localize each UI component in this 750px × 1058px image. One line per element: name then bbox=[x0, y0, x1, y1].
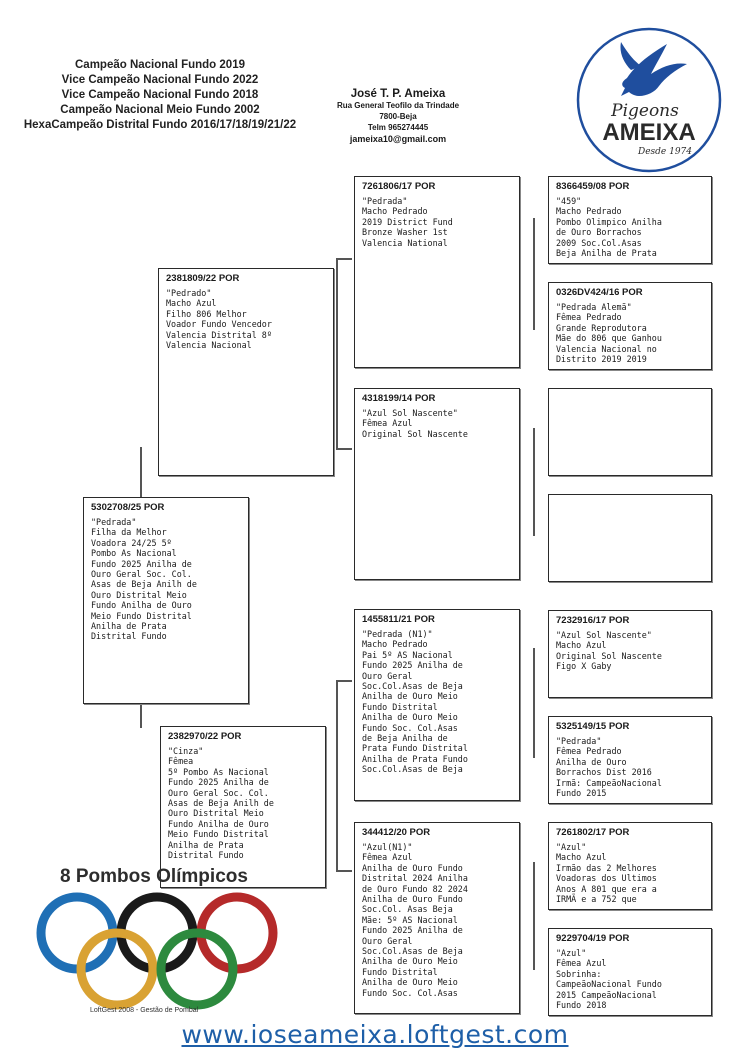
pigeon-card-sire[interactable] bbox=[158, 268, 334, 476]
connector bbox=[533, 218, 535, 330]
achievement-line: HexaCampeão Distrital Fundo 2016/17/18/19/21/22 bbox=[23, 119, 297, 131]
connector bbox=[140, 447, 142, 497]
logo-script: Pigeons bbox=[611, 101, 679, 121]
pigeon-card-sire-sire-sire[interactable] bbox=[548, 176, 712, 264]
ring-number: 5325149/15 POR bbox=[556, 721, 630, 732]
ring-number: 344412/20 POR bbox=[362, 827, 431, 838]
connector bbox=[336, 680, 352, 682]
connector bbox=[336, 258, 352, 260]
achievement-line: Vice Campeão Nacional Fundo 2022 bbox=[61, 74, 259, 86]
pigeon-card-dam-sire-dam[interactable] bbox=[548, 716, 712, 804]
pigeon-card-dam-dam-sire[interactable] bbox=[548, 822, 712, 910]
logo-brand: AMEIXA bbox=[602, 119, 696, 146]
connector bbox=[533, 862, 535, 970]
pigeon-info: "Pedrada" Macho Pedrado 2019 District Fund Bronze Washer 1st Valencia National bbox=[362, 196, 453, 248]
ameixa-logo bbox=[575, 26, 723, 174]
pigeon-card-sire-dam-dam[interactable] bbox=[548, 494, 712, 582]
pigeon-info: "Azul Sol Nascente" Fêmea Azul Original Sol Nascente bbox=[362, 408, 468, 439]
pigeon-info: "Pedrada" Fêmea Pedrado Anilha de Ouro Borrachos Dist 2016 Irmã: CampeãoNacional Fundo 2015 bbox=[556, 736, 662, 799]
connector bbox=[140, 703, 142, 728]
pigeon-card-sire-dam-sire[interactable] bbox=[548, 388, 712, 476]
connector bbox=[336, 870, 352, 872]
owner-address: Rua General Teofilo da Trindade bbox=[336, 101, 460, 110]
pigeon-card-dam-sire[interactable] bbox=[354, 609, 520, 801]
ring-number: 8366459/08 POR bbox=[556, 181, 630, 192]
pigeon-card-dam[interactable] bbox=[160, 726, 326, 888]
pigeon-card-sire-sire[interactable] bbox=[354, 176, 520, 368]
achievement-line: Campeão Nacional Fundo 2019 bbox=[75, 59, 245, 71]
owner-contact bbox=[318, 88, 478, 145]
connector bbox=[533, 648, 535, 758]
pigeon-card-dam-dam[interactable] bbox=[354, 822, 520, 1014]
pigeon-info: "Azul" Macho Azul Irmão das 2 Melhores Voadoras dos Ultimos Anos A 801 que era a IRMÃ e a 752 que bbox=[556, 842, 657, 905]
ring-number: 2381809/22 POR bbox=[166, 273, 240, 284]
owner-phone: Telm 965274445 bbox=[367, 123, 429, 132]
owner-email[interactable]: jameixa10@gmail.com bbox=[349, 134, 447, 144]
pigeon-info: "Pedrada Alemã" Fêmea Pedrado Grande Reprodutora Mãe do 806 que Ganhou Valencia Nacional no Distrito 2019 2019 bbox=[556, 302, 662, 365]
ring-number: 7232916/17 POR bbox=[556, 615, 630, 626]
pigeon-info: "Cinza" Fêmea 5º Pombo As Nacional Fundo 2025 Anilha de Ouro Geral Soc. Col. Asas de Beja Anilh de Ouro Distrital Meio Fundo Anilha de Ouro Meio Fundo Distrital Anilha de Prata Distrital Fundo bbox=[168, 746, 274, 861]
ring-number: 2382970/22 POR bbox=[168, 731, 242, 742]
pigeon-info: "Pedrada" Filha da Melhor Voadora 24/25 5º Pombo As Nacional Fundo 2025 Anilha de Ouro Geral Soc. Col. Asas de Beja Anilh de Ouro Distrital Meio Fundo Anilha de Ouro Meio Fundo Distrital Anilha de Prata Distrital Fundo bbox=[91, 517, 197, 642]
connector bbox=[336, 258, 338, 448]
pigeon-info: "Pedrada (N1)" Macho Pedrado Pai 5º AS Nacional Fundo 2025 Anilha de Ouro Geral Soc.Col.Asas de Beja Anilha de Ouro Meio Fundo Distrital Anilha de Ouro Meio Fundo Soc. Col.Asas de Beja Anilha de Prata Fundo Distrital Anilha de Prata Fundo Soc.Col.Asas de Beja bbox=[362, 629, 468, 775]
ring-number: 0326DV424/16 POR bbox=[556, 287, 643, 298]
achievements-list bbox=[10, 58, 310, 133]
connector bbox=[533, 428, 535, 536]
owner-name: José T. P. Ameixa bbox=[350, 88, 446, 100]
achievement-line: Vice Campeão Nacional Fundo 2018 bbox=[61, 89, 259, 101]
pigeon-info: "459" Macho Pedrado Pombo Olimpico Anilha de Ouro Borrachos 2009 Soc.Col.Asas Beja Anilha de Prata bbox=[556, 196, 662, 259]
ring-number: 1455811/21 POR bbox=[362, 614, 435, 625]
pigeon-card-subject[interactable] bbox=[83, 497, 249, 704]
olympic-pigeons-title: 8 Pombos Olímpicos bbox=[60, 866, 248, 887]
achievement-line: Campeão Nacional Meio Fundo 2002 bbox=[60, 104, 260, 116]
connector bbox=[336, 448, 352, 450]
website-link[interactable]: www.ioseameixa.loftgest.com bbox=[181, 1020, 569, 1049]
owner-postal: 7800-Beja bbox=[379, 112, 417, 121]
logo-since: Desde 1974 bbox=[637, 147, 693, 157]
pigeon-info: "Pedrado" Macho Azul Filho 806 Melhor Voador Fundo Vencedor Valencia Distrital 8º Valencia Nacional bbox=[166, 288, 272, 351]
ring-number: 7261802/17 POR bbox=[556, 827, 630, 838]
pigeon-info: "Azul Sol Nascente" Macho Azul Original Sol Nascente Figo X Gaby bbox=[556, 630, 662, 672]
pigeon-card-dam-dam-dam[interactable] bbox=[548, 928, 712, 1016]
olympic-rings-icon bbox=[32, 885, 282, 1015]
pigeon-card-dam-sire-sire[interactable] bbox=[548, 610, 712, 698]
ring-number: 4318199/14 POR bbox=[362, 393, 436, 404]
connector bbox=[336, 680, 338, 870]
pigeon-info: "Azul(N1)" Fêmea Azul Anilha de Ouro Fundo Distrital 2024 Anilha de Ouro Fundo 82 2024 Anilha de Ouro Fundo Soc.Col. Asas Beja Mãe: 5º AS Nacional Fundo 2025 Anilha de Ouro Geral Soc.Col.Asas de Beja Anilha de Ouro Meio Fundo Distrital Anilha de Ouro Meio Fundo Soc. Col.Asas bbox=[362, 842, 468, 998]
ring-number: 7261806/17 POR bbox=[362, 181, 436, 192]
pigeon-card-sire-sire-dam[interactable] bbox=[548, 282, 712, 370]
pigeon-card-sire-dam[interactable] bbox=[354, 388, 520, 580]
pigeon-info: "Azul" Fêmea Azul Sobrinha: CampeãoNacional Fundo 2015 CampeãoNacional Fundo 2018 bbox=[556, 948, 662, 1011]
software-credit: LoftGest 2008 - Gestão de Pombal bbox=[90, 1007, 199, 1014]
ring-number: 5302708/25 POR bbox=[91, 502, 165, 513]
ring-number: 9229704/19 POR bbox=[556, 933, 630, 944]
